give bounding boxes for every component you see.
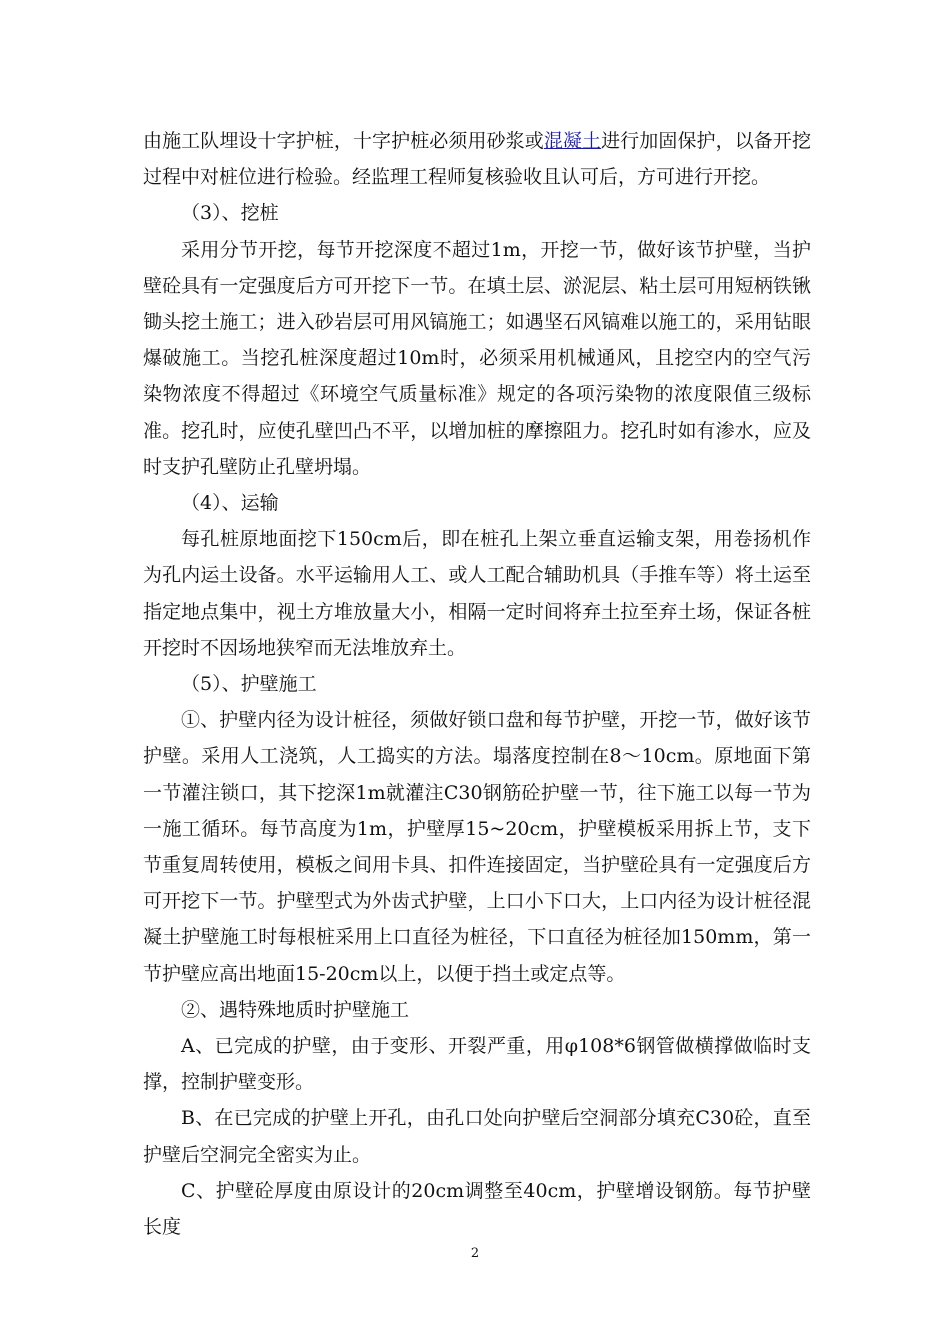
concrete-link[interactable]: 混凝土 xyxy=(543,130,602,152)
body-text xyxy=(143,123,811,1245)
heading-excavation: （3）、挖桩 xyxy=(181,202,279,225)
paragraph-protection-text-before: 由施工队埋设十字护桩，十字护桩必须用砂浆或 xyxy=(143,130,544,152)
paragraph-wall-construction: ①、护壁内径为设计桩径，须做好锁口盘和每节护壁，开挖一节，做好该节护壁。采用人工浇筑，人工捣实的方法。塌落度控制在8～10cm。原地面下第一节灌注锁口，其下挖深1m就灌注C30钢筋砼护壁一节，往下施工以每一节为一施工循环。每节高度为1m，护壁厚15~20cm，护壁模板采用拆上节，支下节重复周转使用，模板之间用卡具、扣件连接固定，当护壁砼具有一定强度后方可开挖下一节。护壁型式为外齿式护壁，上口小下口大，上口内径为设计桩径混凝土护壁施工时每根桩采用上口直径为桩径，下口直径为桩径加150mm，第一节护壁应高出地面15-20cm以上，以便于挡土或定点等。 xyxy=(143,709,811,985)
page-number: 2 xyxy=(470,1246,480,1261)
paragraph-item-a: A、已完成的护壁，由于变形、开裂严重，用φ108*6钢管做横撑做临时支撑，控制护壁变形。 xyxy=(143,1035,811,1094)
paragraph-protection-text-after: 进行加固保护，以备开挖过程中对桩位进行检验。经监理工程师复核验收且认可后，方可进行开挖。 xyxy=(143,130,811,189)
paragraph-item-c: C、护壁砼厚度由原设计的20cm调整至40cm，护壁增设钢筋。每节护壁长度 xyxy=(143,1179,811,1239)
paragraph-item-b: B、在已完成的护壁上开孔，由孔口处向护壁后空洞部分填充C30砼，直至护壁后空洞完全密实为止。 xyxy=(143,1107,811,1166)
heading-wall-construction: （5）、护壁施工 xyxy=(181,673,317,696)
paragraph-excavation: 采用分节开挖，每节开挖深度不超过1m，开挖一节，做好该节护壁，当护壁砼具有一定强度后方可开挖下一节。在填土层、淤泥层、粘土层可用短柄铁锹锄头挖土施工；进入砂岩层可用风镐施工；如遇坚石风镐难以施工的，采用钻眼爆破施工。当挖孔桩深度超过10m时，必须采用机械通风，且挖空内的空气污染物浓度不得超过《环境空气质量标准》规定的各项污染物的浓度限值三级标准。挖孔时，应使孔壁凹凸不平，以增加桩的摩擦阻力。挖孔时如有渗水，应及时支护孔壁防止孔壁坍塌。 xyxy=(143,238,811,478)
paragraph-protection xyxy=(143,123,811,195)
paragraph-transport: 每孔桩原地面挖下150cm后，即在桩孔上架立垂直运输支架，用卷扬机作为孔内运土设备。水平运输用人工、或人工配合辅助机具（手推车等）将土运至指定地点集中，视土方堆放量大小，相隔一定时间将弃土拉至弃土场，保证各桩开挖时不因场地狭窄而无法堆放弃土。 xyxy=(143,528,811,659)
heading-transport: （4）、运输 xyxy=(181,492,279,515)
paragraph-special-geology: ②、遇特殊地质时护壁施工 xyxy=(181,998,410,1021)
